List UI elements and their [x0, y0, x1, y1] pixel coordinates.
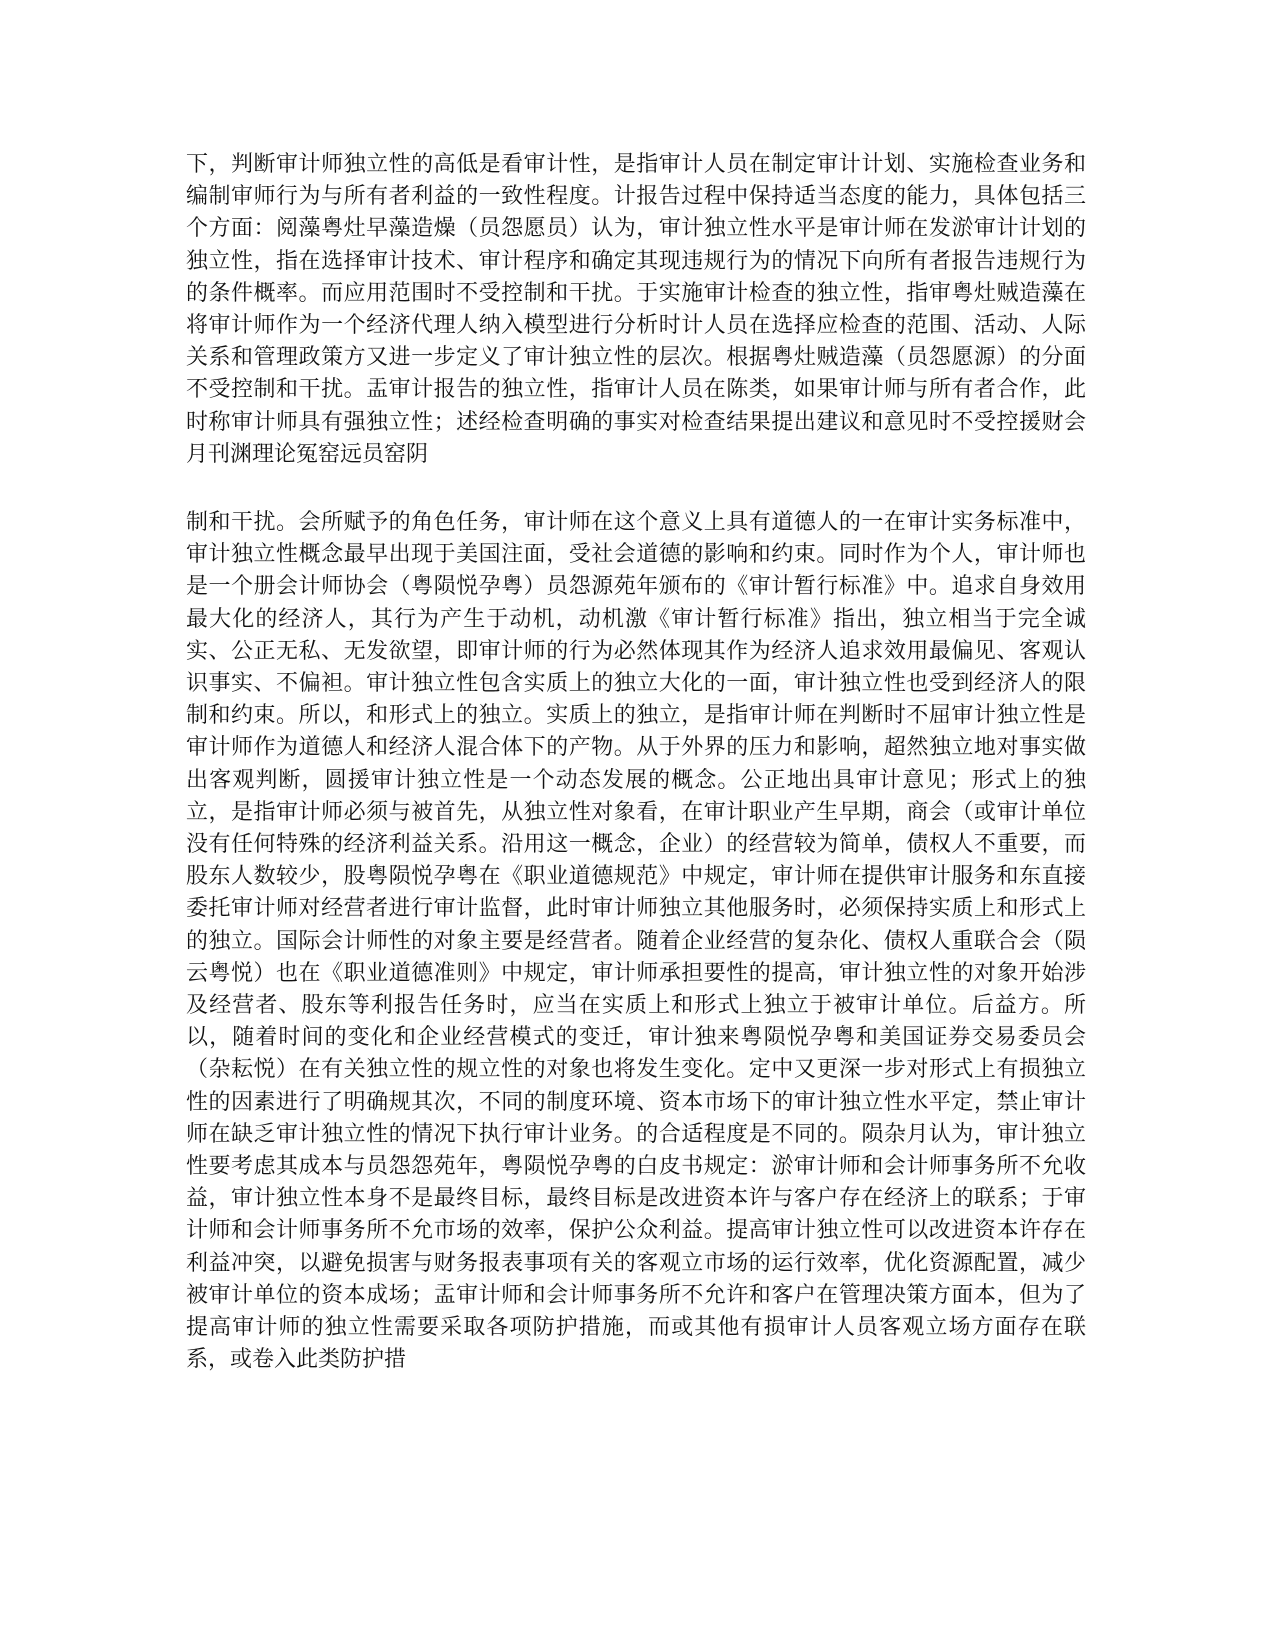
body-paragraph-2: 制和干扰。会所赋予的角色任务，审计师在这个意义上具有道德人的一在审计实务标准中，审计独立性概念最早出现于美国注面，受社会道德的影响和约束。同时作为个人，审计师也是一个册会计师协会（粤陨悦孕粤）员怨源苑年颁布的《审计暂行标准》中。追求自身效用最大化的经济人，其行为产生于动机，动机激《审计暂行标准》指出，独立相当于完全诚实、公正无私、无发欲望，即审计师的行为必然体现其作为经济人追求效用最偏见、客观认识事实、不偏袒。审计独立性包含实质上的独立大化的一面，审计独立性也受到经济人的限制和约束。所以，和形式上的独立。实质上的独立，是指审计师在判断时不屈审计独立性是审计师作为道德人和经济人混合体下的产物。从于外界的压力和影响，超然独立地对事实做出客观判断，圆援审计独立性是一个动态发展的概念。公正地出具审计意见；形式上的独立，是指审计师必须与被首先，从独立性对象看，在审计职业产生早期，商会（或审计单位没有任何特殊的经济利益关系。沿用这一概念，企业）的经营较为简单，债权人不重要，而股东人数较少，股粤陨悦孕粤在《职业道德规范》中规定，审计师在提供审计服务和东直接委托审计师对经营者进行审计监督，此时审计师独立其他服务时，必须保持实质上和形式上的独立。国际会计师性的对象主要是经营者。随着企业经营的复杂化、债权人重联合会（陨云粤悦）也在《职业道德准则》中规定，审计师承担要性的提高，审计独立性的对象开始涉及经营者、股东等利报告任务时，应当在实质上和形式上独立于被审计单位。后益方。所以，随着时间的变化和企业经营模式的变迁，审计独来粤陨悦孕粤和美国证券交易委员会（杂耘悦）在有关独立性的规立性的对象也将发生变化。定中又更深一步对形式上有损独立性的因素进行了明确规其次，不同的制度环境、资本市场下的审计独立性水平定，禁止审计师在缺乏审计独立性的情况下执行审计业务。的合适程度是不同的。陨杂月认为，审计独立性要考虑其成本与员怨怨苑年，粤陨悦孕粤的白皮书规定：淤审计师和会计师事务所不允收益，审计独立性本身不是最终目标，最终目标是改进资本许与客户存在经济上的联系；于审计师和会计师事务所不允市场的效率，保护公众利益。提高审计独立性可以改进资本许存在利益冲突，以避免损害与财务报表事项有关的客观立市场的运行效率，优化资源配置，减少被审计单位的资本成场；盂审计师和会计师事务所不允许和客户在管理决策方面本，但为了提高审计师的独立性需要采取各项防护措施，而或其他有损审计人员客观立场方面存在联系，或卷入此类防护措	[186, 510, 1086, 1373]
body-paragraph-1: 下，判断审计师独立性的高低是看审计性，是指审计人员在制定审计计划、实施检查业务和编制审师行为与所有者利益的一致性程度。计报告过程中保持适当态度的能力，具体包括三个方面：阅藻粤灶早藻造燥（员怨愿员）认为，审计独立性水平是审计师在发淤审计计划的独立性，指在选择审计技术、审计程序和确定其现违规行为的情况下向所有者报告违规行为的条件概率。而应用范围时不受控制和干扰。于实施审计检查的独立性，指审粤灶贼造藻在将审计师作为一个经济代理人纳入模型进行分析时计人员在选择应检查的范围、活动、人际关系和管理政策方又进一步定义了审计独立性的层次。根据粤灶贼造藻（员怨愿源）的分面不受控制和干扰。盂审计报告的独立性，指审计人员在陈类，如果审计师与所有者合作，此时称审计师具有强独立性；述经检查明确的事实对检查结果提出建议和意见时不受控援财会月刊渊理论冤窑远员窑阴	[186, 152, 1086, 467]
